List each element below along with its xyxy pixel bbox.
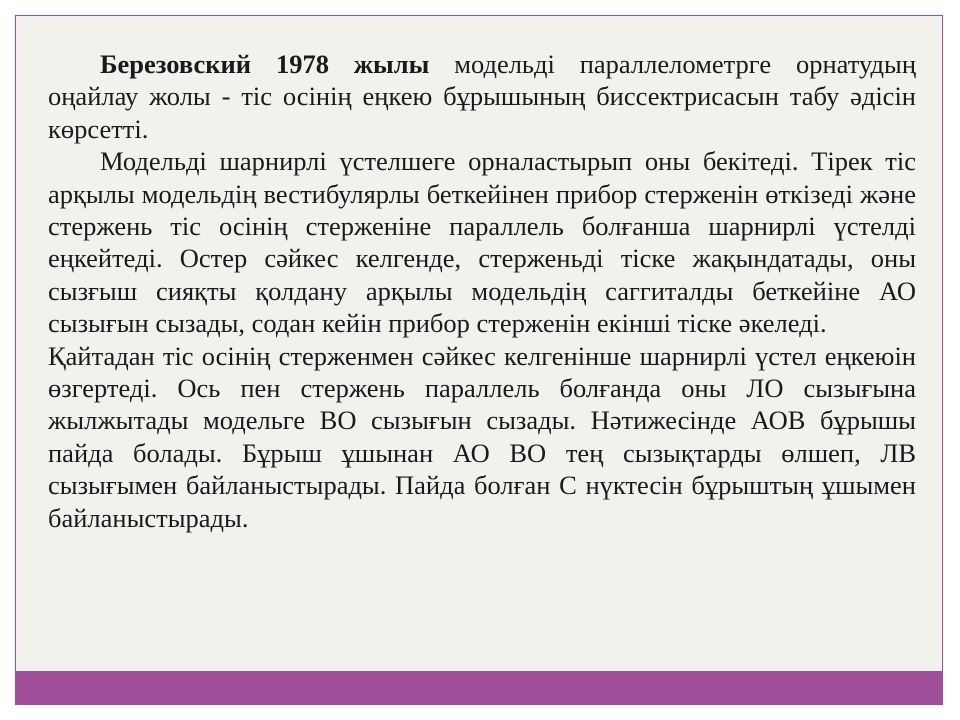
paragraph-1: [48, 48, 916, 145]
body-text: [48, 48, 916, 534]
paragraph-2: Модельді шарнирлі үстелшеге орналастырып оны бекітеді. Тірек тіс арқылы модельдің вестибулярлы беткейінен прибор стерженін өткізеді және стержень тіс осінің стерженіне параллель болғанша шарнирлі үстелді еңкейтеді. Остер сәйкес келгенде, стерженьді тіске жақындатады, оны сызғыш сияқты қолдану арқылы модельдің саггиталды беткейіне АО сызығын сызады, содан кейін прибор стерженін екінші тіске әкеледі.: [48, 146, 916, 339]
bottom-accent-bar: [15, 671, 943, 705]
paragraph-3: Қайтадан тіс осінің стерженмен сәйкес келгенінше шарнирлі үстел еңкеюін өзгертеді. Ось пен стержень параллель болғанда оны ЛО сызығына жылжытады модельге ВО сызығын сызады. Нәтижесінде АОВ бұрышы пайда болады. Бұрыш ұшынан АО ВО тең сызықтарды өлшеп, ЛВ сызығымен байланыстырады. Пайда болған С нүктесін бұрыштың ұшымен байланыстырады.: [48, 340, 916, 533]
paragraph-1-bold-lead: Березовский 1978 жылы: [100, 49, 430, 79]
paragraph-1-text: модельді параллелометрге орнатудың оңайлау жолы - тіс осінің еңкею бұрышының биссектрисасын табу әдісін көрсетті.: [48, 49, 917, 144]
